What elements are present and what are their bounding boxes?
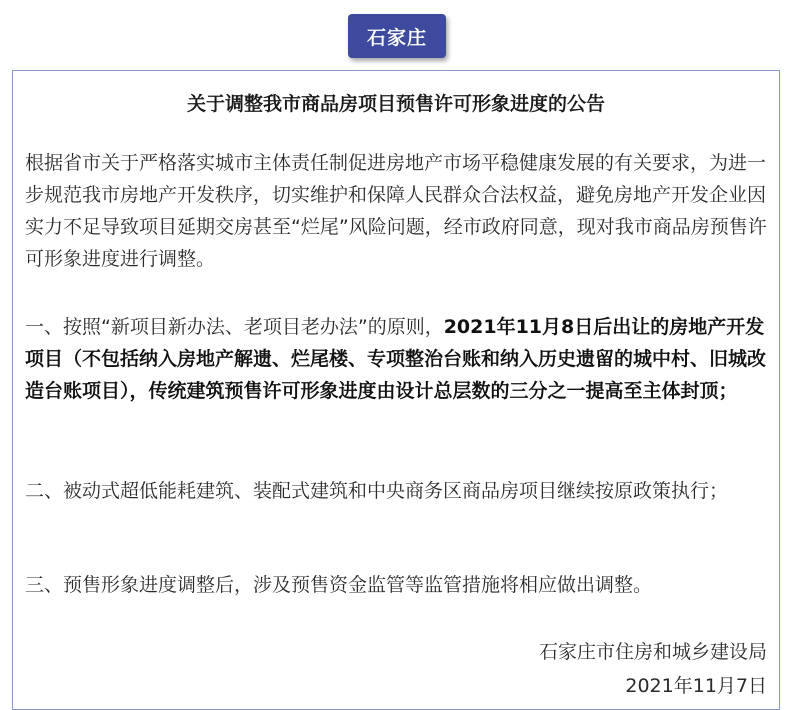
city-tag-label: 石家庄 [366, 26, 427, 49]
notice-intro-paragraph: 根据省市关于严格落实城市主体责任制促进房地产市场平稳健康发展的有关要求，为进一步规范我市房地产开发秩序，切实维护和保障人民群众合法权益，避免房地产开发企业因实力不足导致项目延期交房甚至“烂尾”风险问题，经市政府同意，现对我市商品房预售许可形象进度进行调整。 [25, 152, 767, 270]
notice-title: 关于调整我市商品房项目预售许可形象进度的公告 [186, 93, 605, 115]
notice-item-1 [25, 311, 770, 407]
notice-item-1-bold: 2021年11月8日后出让的房地产开发项目（不包括纳入房地产解遗、烂尾楼、专项整治台账和纳入历史遗留的城中村、旧城改造台账项目），传统建筑预售许可形象进度由设计总层数的三分之一提高至主体封顶； [25, 316, 767, 402]
notice-item-3: 三、预售形象进度调整后，涉及预售资金监管等监管措施将相应做出调整。 [25, 574, 653, 596]
signature-date: 2021年11月7日 [625, 675, 767, 697]
notice-box [12, 70, 780, 710]
signature-org: 石家庄市住房和城乡建设局 [538, 641, 767, 663]
city-tag [348, 14, 446, 58]
notice-item-1-prefix: 一、按照“新项目新办法、老项目老办法”的原则， [25, 316, 444, 338]
notice-item-2: 二、被动式超低能耗建筑、装配式建筑和中央商务区商品房项目继续按原政策执行； [25, 480, 729, 502]
